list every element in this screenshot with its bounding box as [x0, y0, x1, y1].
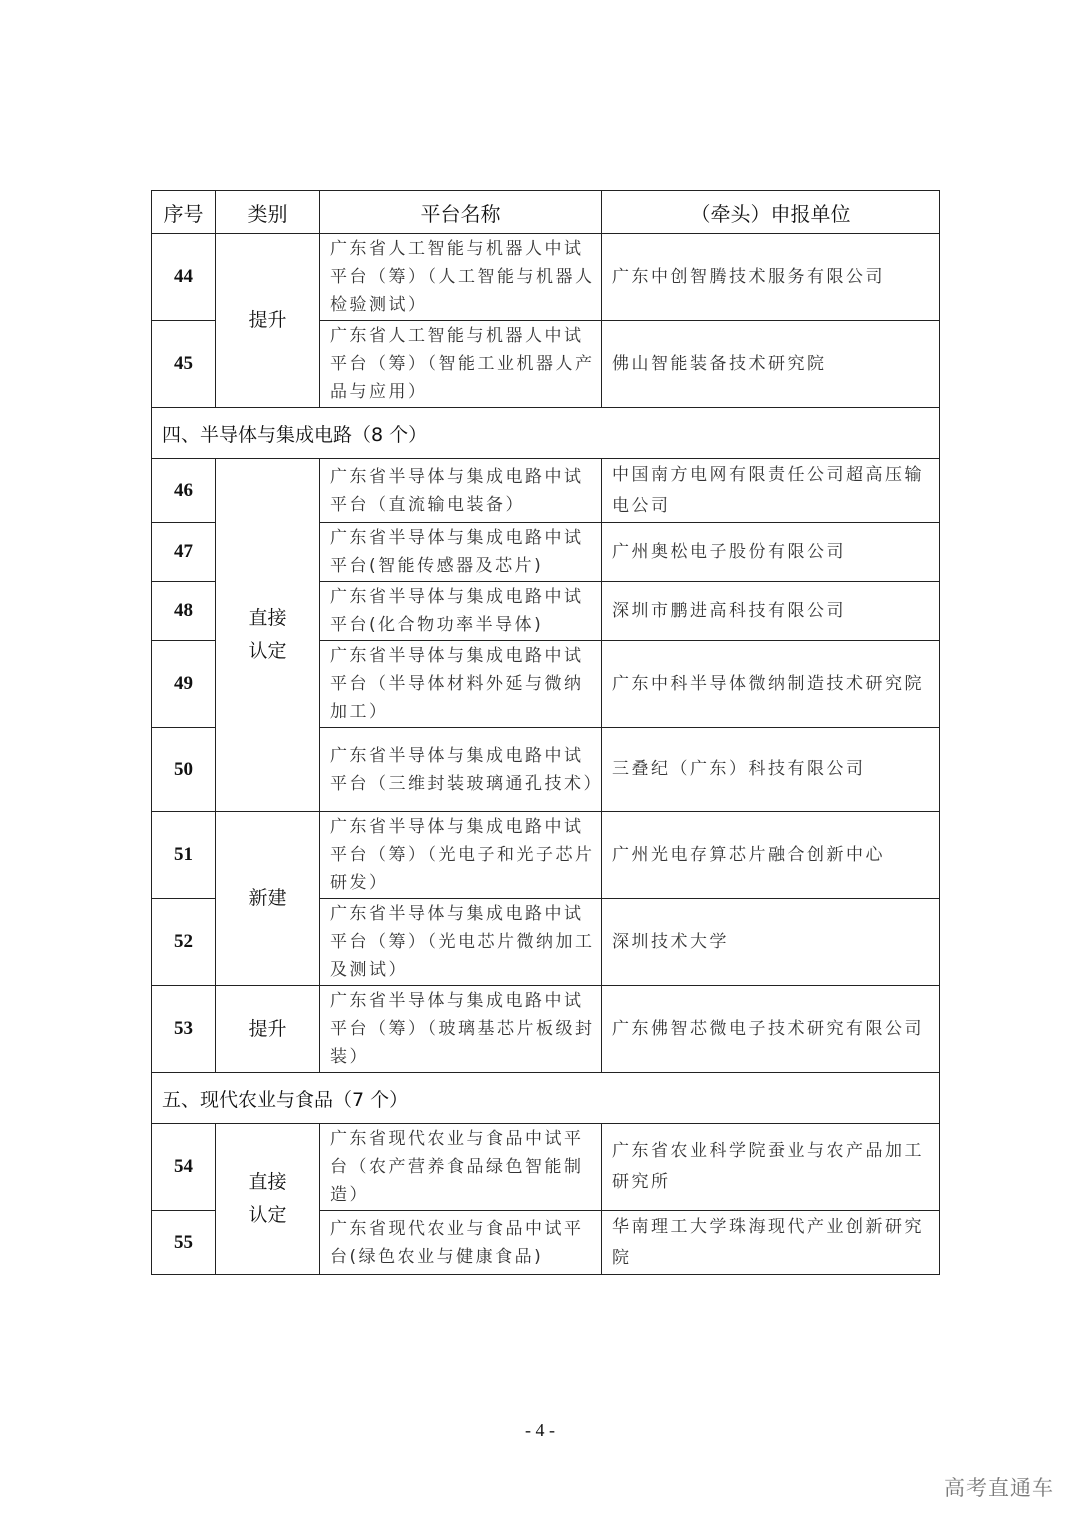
row-unit: 广东省农业科学院蚕业与农产品加工研究所 — [602, 1124, 940, 1211]
row-platform-name: 广东省半导体与集成电路中试平台（直流输电装备） — [320, 459, 602, 523]
row-unit: 深圳技术大学 — [602, 899, 940, 986]
section-header-row — [152, 1073, 940, 1124]
row-platform-name: 广东省半导体与集成电路中试平台(智能传感器及芯片) — [320, 523, 602, 582]
row-unit: 广州奥松电子股份有限公司 — [602, 523, 940, 582]
row-no: 52 — [152, 899, 216, 986]
row-unit: 佛山智能装备技术研究院 — [602, 321, 940, 408]
row-platform-name: 广东省现代农业与食品中试平台（农产营养食品绿色智能制造） — [320, 1124, 602, 1211]
watermark: 高考直通车 — [944, 1476, 1054, 1500]
row-unit: 广州光电存算芯片融合创新中心 — [602, 812, 940, 899]
row-no: 49 — [152, 641, 216, 728]
row-no: 55 — [152, 1211, 216, 1275]
page-number: - 4 - — [525, 1420, 555, 1440]
category-label-line2: 认定 — [248, 1204, 287, 1226]
row-platform-name: 广东省半导体与集成电路中试平台（筹）（光电芯片微纳加工及测试） — [320, 899, 602, 986]
row-category: 提升 — [216, 986, 320, 1073]
row-no: 51 — [152, 812, 216, 899]
header-no: 序号 — [152, 191, 216, 234]
row-no: 50 — [152, 728, 216, 812]
row-platform-name: 广东省半导体与集成电路中试平台（半导体材料外延与微纳加工） — [320, 641, 602, 728]
row-no: 48 — [152, 582, 216, 641]
row-category: 新建 — [216, 812, 320, 986]
header-unit: （牵头）申报单位 — [602, 191, 940, 234]
row-platform-name: 广东省人工智能与机器人中试平台（筹）（人工智能与机器人检验测试） — [320, 234, 602, 321]
row-unit: 深圳市鹏进高科技有限公司 — [602, 582, 940, 641]
row-platform-name: 广东省半导体与集成电路中试平台(化合物功率半导体) — [320, 582, 602, 641]
platform-table — [151, 190, 940, 1275]
table-row — [152, 812, 940, 899]
category-label-line1: 直接 — [248, 1171, 287, 1193]
section-title-agriculture: 五、现代农业与食品（7 个） — [152, 1073, 940, 1124]
row-platform-name: 广东省半导体与集成电路中试平台（三维封装玻璃通孔技术） — [320, 728, 602, 812]
row-unit: 中国南方电网有限责任公司超高压输电公司 — [602, 459, 940, 523]
table-row — [152, 1124, 940, 1211]
row-no: 53 — [152, 986, 216, 1073]
table-row — [152, 459, 940, 523]
table-header-row — [152, 191, 940, 234]
section-header-row — [152, 408, 940, 459]
table-row — [152, 986, 940, 1073]
row-unit: 广东中科半导体微纳制造技术研究院 — [602, 641, 940, 728]
row-platform-name: 广东省现代农业与食品中试平台(绿色农业与健康食品) — [320, 1211, 602, 1275]
row-no: 54 — [152, 1124, 216, 1211]
row-no: 46 — [152, 459, 216, 523]
table-row — [152, 234, 940, 321]
row-no: 45 — [152, 321, 216, 408]
row-no: 44 — [152, 234, 216, 321]
row-platform-name: 广东省半导体与集成电路中试平台（筹）（玻璃基芯片板级封装） — [320, 986, 602, 1073]
row-unit: 华南理工大学珠海现代产业创新研究院 — [602, 1211, 940, 1275]
category-label-line1: 直接 — [248, 607, 287, 629]
row-category — [216, 1124, 320, 1275]
row-category: 提升 — [216, 234, 320, 408]
row-unit: 广东中创智腾技术服务有限公司 — [602, 234, 940, 321]
row-unit: 三叠纪（广东）科技有限公司 — [602, 728, 940, 812]
row-platform-name: 广东省半导体与集成电路中试平台（筹）（光电子和光子芯片研发） — [320, 812, 602, 899]
row-no: 47 — [152, 523, 216, 582]
category-label-line2: 认定 — [248, 640, 287, 662]
section-title-semiconductor: 四、半导体与集成电路（8 个） — [152, 408, 940, 459]
header-category: 类别 — [216, 191, 320, 234]
header-platform-name: 平台名称 — [320, 191, 602, 234]
row-platform-name: 广东省人工智能与机器人中试平台（筹）（智能工业机器人产品与应用） — [320, 321, 602, 408]
row-category — [216, 459, 320, 812]
row-unit: 广东佛智芯微电子技术研究有限公司 — [602, 986, 940, 1073]
